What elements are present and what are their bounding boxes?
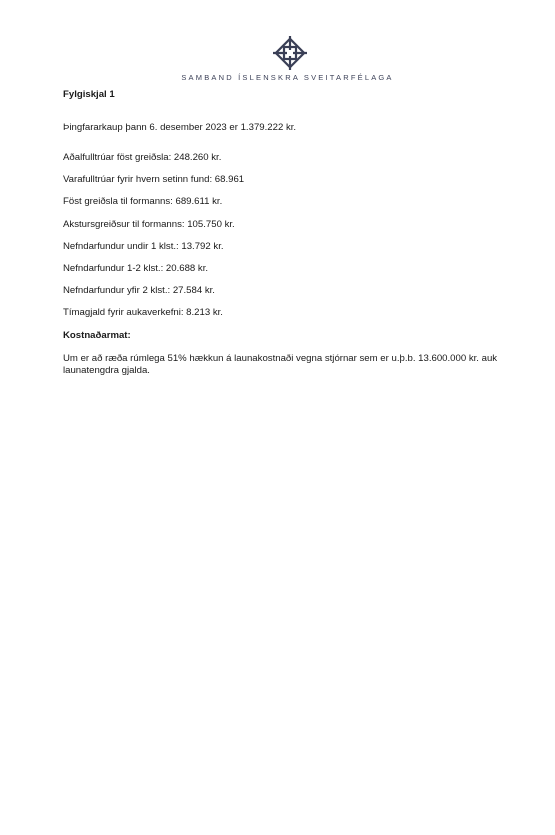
organization-name: SAMBAND ÍSLENSKRA SVEITARFÉLAGA	[181, 73, 394, 82]
payments-list	[63, 152, 513, 330]
payment-item: Akstursgreiðsur til formanns: 105.750 kr.	[63, 218, 235, 230]
payment-item: Nefndarfundur undir 1 klst.: 13.792 kr.	[63, 240, 224, 252]
cost-estimate-text: Um er að ræða rúmlega 51% hækkun á launakostnaði vegna stjórnar sem er u.þ.b. 13.600.000 kr. auk launatengdra gjalda.	[63, 353, 498, 377]
knot-logo-icon	[270, 33, 310, 73]
document-body	[63, 86, 513, 378]
payment-item: Nefndarfundur 1-2 klst.: 20.688 kr.	[63, 262, 209, 274]
document-title: Fylgiskjal 1	[63, 89, 115, 100]
payment-item: Varafulltrúar fyrir hvern setinn fund: 68.961	[63, 174, 245, 186]
payment-item: Föst greiðsla til formanns: 689.611 kr.	[63, 196, 223, 208]
payment-item: Nefndarfundur yfir 2 klst.: 27.584 kr.	[63, 285, 215, 297]
total-salary-line: Þingfararkaup þann 6. desember 2023 er 1.379.222 kr.	[63, 121, 297, 133]
cost-estimate-heading: Kostnaðarmat:	[63, 329, 131, 341]
payment-item: Tímagjald fyrir aukaverkefni: 8.213 kr.	[63, 307, 223, 319]
payment-item: Aðalfulltrúar föst greiðsla: 248.260 kr.	[63, 152, 222, 163]
